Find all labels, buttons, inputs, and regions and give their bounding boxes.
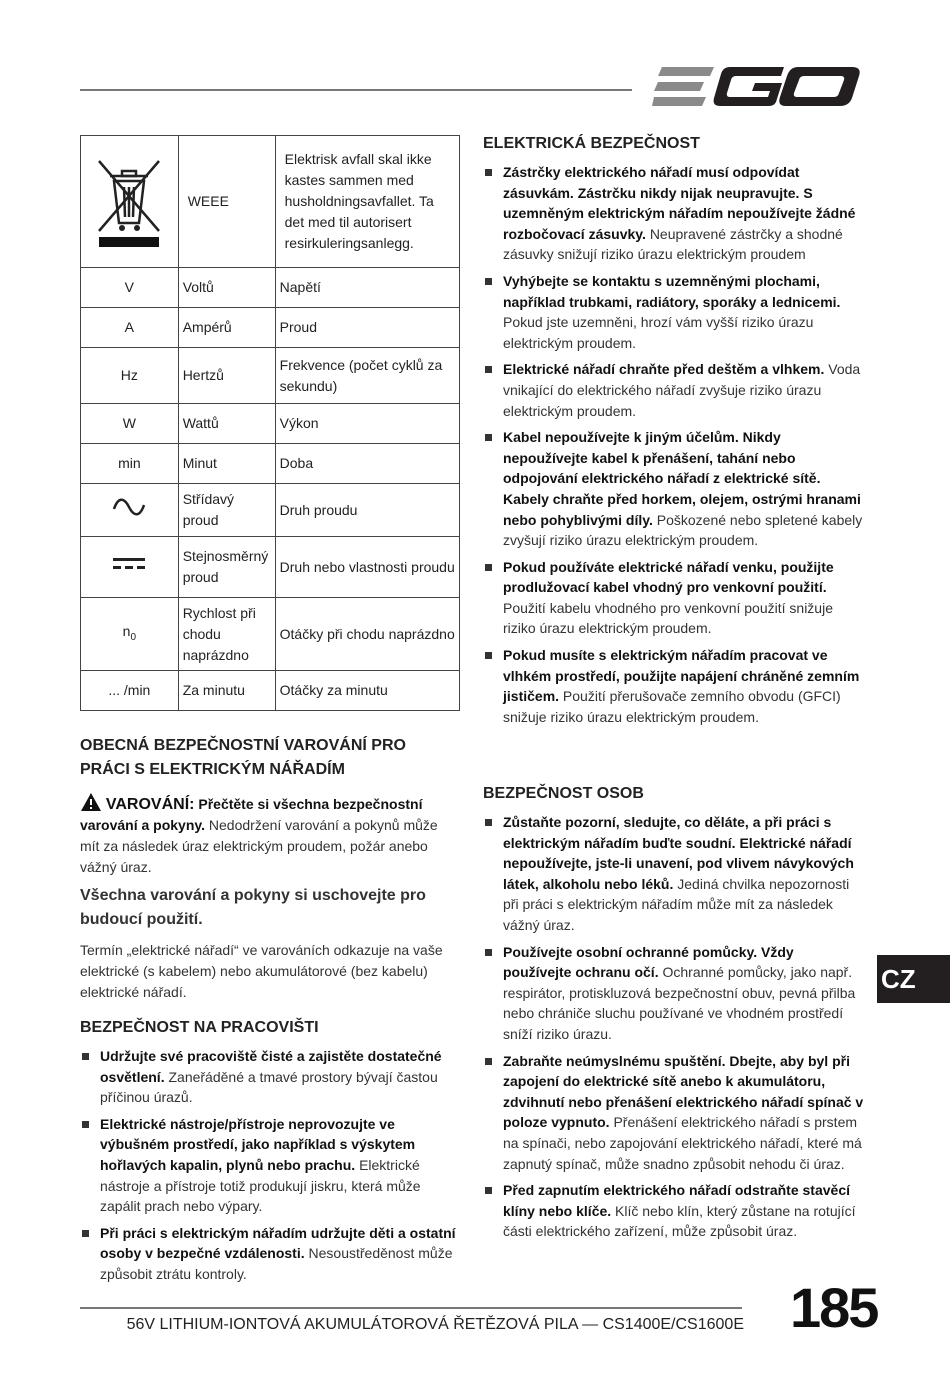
- item-bold: Při práci s elektrickým nářadím udržujte děti a ostatní osoby v bezpečné vzdálenosti.: [100, 1224, 456, 1262]
- symbol-cell: ... /min: [81, 671, 179, 711]
- bullet-icon: [485, 652, 492, 659]
- table-row: [81, 268, 460, 308]
- meaning-cell: Druh proudu: [275, 484, 459, 537]
- item-bold: Elektrické nástroje/přístroje neprovozujte ve výbušném prostředí, jako například s výskytem hořlavých kapalin, plynů nebo prachu.: [100, 1115, 416, 1173]
- bullet-icon: [82, 1053, 89, 1060]
- item-bold: Používejte osobní ochranné pomůcky. Vždy používejte ochranu očí.: [503, 943, 794, 981]
- bullet-icon: [82, 1230, 89, 1237]
- footer-rule: [80, 1307, 742, 1309]
- item-bold: Zabraňte neúmyslnému spuštění. Dbejte, aby byl při zapojení do elektrické sítě anebo k akumulátoru, zdvihnutí nebo přenášení elektrického nářadí spínač v poloze vypnuto.: [503, 1052, 864, 1131]
- name-cell: Voltů: [178, 268, 275, 308]
- direct-current-icon: [111, 555, 147, 573]
- bullet-icon: [485, 278, 492, 285]
- item-text: Použití kabelu vhodného pro venkovní použití snižuje riziko úrazu elektrickým proudem.: [503, 599, 833, 637]
- meaning-cell: Frekvence (počet cyklů za sekundu): [275, 348, 459, 404]
- no-load-speed-symbol: n: [122, 622, 131, 639]
- name-cell: Hertzů: [178, 348, 275, 404]
- crossed-bin-icon: [94, 149, 164, 249]
- item-bold: Před zapnutím elektrického nářadí odstraňte stavěcí klíny nebo klíče.: [503, 1182, 851, 1219]
- list-item: [483, 1180, 865, 1242]
- item-text: Klíč nebo klín, který zůstane na rotující části elektrického zařízení, může způsobit úraz.: [503, 1202, 856, 1240]
- alternating-current-icon: [112, 497, 146, 517]
- item-text: Elektrické nástroje a přístroje totiž produkují jiskru, která může zapálit prach nebo výpary.: [100, 1156, 421, 1215]
- header-rule: [80, 89, 632, 91]
- item-text: Nesoustředěnost může způsobit ztrátu kontroly.: [100, 1245, 453, 1282]
- weee-symbol-cell: [81, 136, 179, 268]
- personal-list: [483, 812, 865, 1242]
- list-item: [483, 427, 865, 551]
- bullet-icon: [485, 819, 492, 826]
- list-item: [483, 1051, 865, 1175]
- item-text: Přenášení elektrického nářadí s prstem na spínači, nebo zapojování elektrického nářadí, které má zapnutý spínač, může snadno způsobit nehodu či úraz.: [503, 1114, 862, 1172]
- bullet-icon: [485, 1187, 492, 1194]
- symbol-cell: [81, 598, 179, 671]
- list-item: [483, 645, 865, 727]
- footer-product-title: 56V LITHIUM-IONTOVÁ AKUMULÁTOROVÁ ŘETĚZOVÁ PILA — CS1400E/CS1600E: [126, 1316, 744, 1333]
- workplace-section: [80, 1016, 458, 1291]
- keep-instructions: Všechna varování a pokyny si uschovejte pro budoucí použití.: [80, 887, 426, 928]
- symbol-cell: [81, 484, 179, 537]
- list-item: [483, 557, 865, 639]
- item-text: Neupravené zástrčky a shodné zásuvky snižují riziko úrazu elektrickým proudem: [503, 225, 843, 263]
- bullet-icon: [485, 1058, 492, 1065]
- bullet-icon: [485, 949, 492, 956]
- weee-name: WEEE: [178, 136, 275, 268]
- meaning-cell: Proud: [275, 308, 459, 348]
- item-text: Zaneřáděné a tmavé prostory bývají častou příčinou úrazů.: [100, 1068, 438, 1106]
- table-row: [81, 404, 460, 444]
- item-bold: Pokud musíte s elektrickým nářadím pracovat ve vlhkém prostředí, použijte napájení chráněné zemním jističem.: [503, 647, 860, 705]
- list-item: [80, 1114, 458, 1217]
- table-row: [81, 308, 460, 348]
- warning-bold: Přečtěte si všechna bezpečnostní varování a pokyny.: [80, 796, 423, 833]
- table-row: [81, 537, 460, 598]
- symbol-cell: min: [81, 444, 179, 484]
- symbol-cell: W: [81, 404, 179, 444]
- term-text: Termín „elektrické nářadí“ ve varováních odkazuje na vaše elektrické (s kabelem) nebo akumulátorové (bez kabelu) elektrické nářadí.: [80, 942, 443, 1000]
- list-item: [483, 359, 865, 421]
- table-row: [81, 598, 460, 671]
- list-item: [483, 271, 865, 353]
- name-cell: Střídavý proud: [178, 484, 275, 537]
- table-row: [81, 671, 460, 711]
- bullet-icon: [485, 434, 492, 441]
- symbol-cell: Hz: [81, 348, 179, 404]
- list-item: [80, 1046, 458, 1108]
- item-bold: Elektrické nářadí chraňte před deštěm a vlhkem.: [503, 361, 825, 378]
- name-cell: Za minutu: [178, 671, 275, 711]
- general-warnings-section: [80, 734, 458, 1003]
- personal-heading: BEZPEČNOST OSOB: [483, 785, 644, 802]
- bullet-icon: [82, 1121, 89, 1128]
- table-row: [81, 484, 460, 537]
- list-item: [483, 162, 865, 265]
- list-item: [80, 1223, 458, 1285]
- meaning-cell: Druh nebo vlastnosti proudu: [275, 537, 459, 598]
- item-bold: Vyhýbejte se kontaktu s uzemněnými plochami, například trubkami, radiátory, sporáky a lednicemi.: [503, 272, 841, 310]
- item-bold: Kabel nepoužívejte k jiným účelům. Nikdy nepoužívejte kabel k přenášení, tahání nebo odpojování elektrického nářadí z elektrické sítě. Kabely chraňte před horkem, olejem, ostrými hranami nebo pohyblivými díly.: [503, 429, 861, 528]
- bullet-icon: [485, 366, 492, 373]
- meaning-cell: Výkon: [275, 404, 459, 444]
- item-text: Jediná chvilka nepozornosti při práci s elektrickým nářadím může mít za následek vážný úraz.: [503, 875, 850, 933]
- list-item: [483, 812, 865, 936]
- workplace-heading: BEZPEČNOST NA PRACOVIŠTI: [80, 1019, 319, 1036]
- warning-paragraph: [80, 792, 458, 878]
- electrical-list: [483, 162, 865, 727]
- general-heading: OBECNÁ BEZPEČNOSTNÍ VAROVÁNÍ PRO PRÁCI S ELEKTRICKÝM NÁŘADÍM: [80, 737, 406, 778]
- weee-description: Elektrisk avfall skal ikke kastes sammen med husholdningsavfallet. Ta det med til autorisert resirkuleringsanlegg.: [275, 136, 459, 268]
- item-text: Voda vnikající do elektrického nářadí zvyšuje riziko úrazu elektrickým proudem.: [503, 361, 861, 419]
- electrical-heading: ELEKTRICKÁ BEZPEČNOST: [483, 135, 700, 152]
- item-bold: Udržujte své pracoviště čisté a zajistěte dostatečné osvětlení.: [100, 1048, 442, 1085]
- name-cell: Wattů: [178, 404, 275, 444]
- list-item: [483, 942, 865, 1045]
- item-bold: Zůstaňte pozorní, sledujte, co děláte, a při práci s elektrickým nářadím buďte soudní. Elektrické nářadí nepoužívejte, jste-li unavení, pod vlivem návykových látek, alkoholu nebo léků.: [503, 814, 854, 892]
- item-text: Ochranné pomůcky, jako např. respirátor, protiskluzová bezpečnostní obuv, pevná přilba nebo chrániče sluchu používané ve vhodném prostředí sníží riziko úrazu.: [503, 964, 856, 1042]
- language-tab: CZ: [877, 955, 950, 1003]
- name-cell: Stejnosměrný proud: [178, 537, 275, 598]
- bullet-icon: [485, 564, 492, 571]
- symbol-table: [80, 135, 460, 711]
- table-row: [81, 444, 460, 484]
- item-text: Poškozené nebo spletené kabely zvyšují riziko úrazu elektrickým proudem.: [503, 511, 863, 549]
- item-bold: Zástrčky elektrického nářadí musí odpovídat zásuvkám. Zástrčku nikdy nijak neupravujte. S uzemněným elektrickým nářadím nepoužívejte žádné rozbočovací zásuvky.: [503, 164, 856, 242]
- page-number: 185: [790, 1276, 878, 1339]
- warning-triangle-icon: [80, 792, 102, 812]
- symbol-cell: [81, 537, 179, 598]
- warning-label: VAROVÁNÍ:: [105, 796, 195, 813]
- no-load-speed-subscript: 0: [130, 631, 137, 643]
- meaning-cell: Otáčky za minutu: [275, 671, 459, 711]
- symbol-cell: A: [81, 308, 179, 348]
- meaning-cell: Napětí: [275, 268, 459, 308]
- workplace-list: [80, 1046, 458, 1285]
- electrical-section: [483, 132, 865, 733]
- ego-logo: [652, 62, 862, 112]
- name-cell: Minut: [178, 444, 275, 484]
- symbol-cell: V: [81, 268, 179, 308]
- name-cell: Rychlost při chodu naprázdno: [178, 598, 275, 671]
- warning-text: Nedodržení varování a pokynů může mít za následek úraz elektrickým proudem, požár anebo vážný úraz.: [80, 817, 438, 875]
- meaning-cell: Otáčky při chodu naprázdno: [275, 598, 459, 671]
- item-bold: Pokud používáte elektrické nářadí venku, použijte prodlužovací kabel vhodný pro venkovní použití.: [503, 558, 834, 596]
- table-row: [81, 348, 460, 404]
- personal-section: [483, 782, 865, 1248]
- item-text: Pokud jste uzemněni, hrozí vám vyšší riziko úrazu elektrickým proudem.: [503, 314, 814, 351]
- meaning-cell: Doba: [275, 444, 459, 484]
- item-text: Použití přerušovače zemního obvodu (GFCI) snižuje riziko úrazu elektrickým proudem.: [503, 688, 841, 725]
- table-row: [81, 136, 460, 268]
- bullet-icon: [485, 169, 492, 176]
- name-cell: Ampérů: [178, 308, 275, 348]
